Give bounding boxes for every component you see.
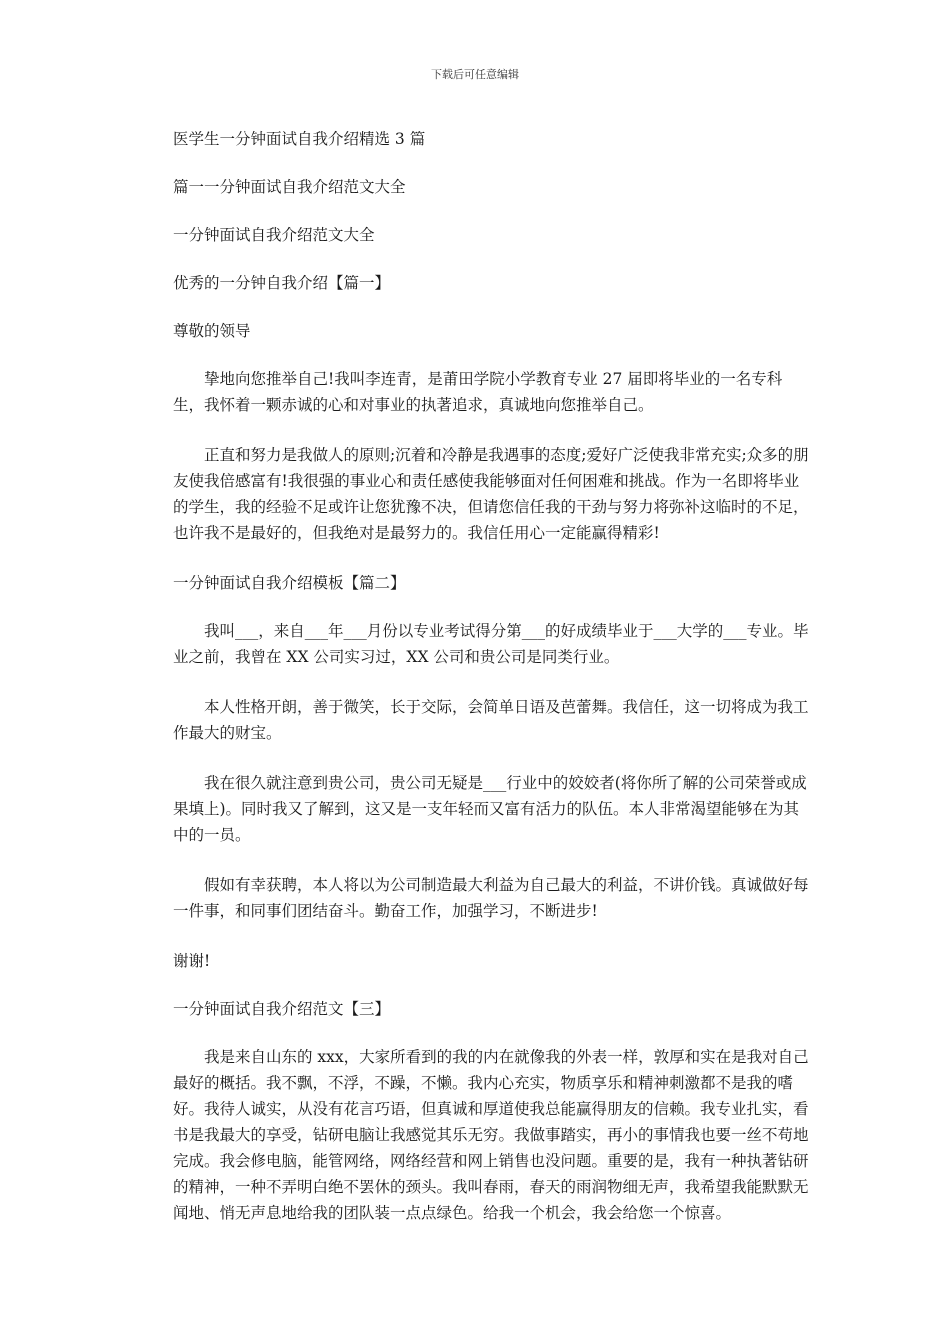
paragraph-5: 我在很久就注意到贵公司，贵公司无疑是___行业中的姣姣者(将你所了解的公司荣誉或成果填上)。同时我又了解到，这又是一支年轻而又富有活力的队伍。本人非常渴望能够在为其中的一员。 [173, 774, 807, 844]
paragraph-3: 我叫___，来自___年___月份以专业考试得分第___的好成绩毕业于___大学的___专业。毕业之前，我曾在 XX 公司实习过，XX 公司和贵公司是同类行业。 [173, 622, 809, 666]
thanks-line: 谢谢! [173, 952, 211, 970]
paragraph-1: 挚地向您推举自己!我叫李连青，是莆田学院小学教育专业 27 届即将毕业的一名专科生，我怀着一颗赤诚的心和对事业的执著追求，真诚地向您推举自己。 [173, 370, 783, 414]
document-title: 医学生一分钟面试自我介绍精选 3 篇 [173, 130, 426, 148]
section-title: 篇一一分钟面试自我介绍范文大全 [173, 178, 406, 196]
part1-heading: 优秀的一分钟自我介绍【篇一】 [173, 274, 391, 292]
paragraph-6: 假如有幸获聘，本人将以为公司制造最大利益为自己最大的利益，不讲价钱。真诚做好每一件事，和同事们团结奋斗。勤奋工作，加强学习，不断进步! [173, 876, 809, 920]
paragraph-4: 本人性格开朗，善于微笑，长于交际，会简单日语及芭蕾舞。我信任，这一切将成为我工作最大的财宝。 [173, 698, 809, 742]
page-header-note: 下载后可任意编辑 [431, 68, 519, 81]
document-body [173, 126, 813, 1250]
paragraph-7: 我是来自山东的 xxx，大家所看到的我的内在就像我的外表一样，敦厚和实在是我对自己最好的概括。我不飘，不浮，不躁，不懒。我内心充实，物质享乐和精神刺激都不是我的嗜好。我待人诚实，从没有花言巧语，但真诚和厚道使我总能赢得朋友的信赖。我专业扎实，看书是我最大的享受，钻研电脑让我感觉其乐无穷。我做事踏实，再小的事情我也要一丝不苟地完成。我会修电脑，能管网络，网络经营和网上销售也没问题。重要的是，我有一种执著钻研的精神，一种不弄明白绝不罢休的颈头。我叫春雨，春天的雨润物细无声，我希望我能默默无闻地、悄无声息地给我的团队装一点点绿色。给我一个机会，我会给您一个惊喜。 [173, 1048, 809, 1222]
paragraph-2: 正直和努力是我做人的原则;沉着和冷静是我遇事的态度;爱好广泛使我非常充实;众多的朋友使我倍感富有!我很强的事业心和责任感使我能够面对任何困难和挑战。作为一名即将毕业的学生，我的经验不足或许让您犹豫不决，但请您信任我的干劲与努力将弥补这临时的不足，也许我不是最好的，但我绝对是最努力的。我信任用心一定能赢得精彩! [173, 446, 809, 542]
document-subtitle: 一分钟面试自我介绍范文大全 [173, 226, 375, 244]
salutation: 尊敬的领导 [173, 322, 251, 340]
part2-heading: 一分钟面试自我介绍模板【篇二】 [173, 574, 406, 592]
part3-heading: 一分钟面试自我介绍范文【三】 [173, 1000, 391, 1018]
